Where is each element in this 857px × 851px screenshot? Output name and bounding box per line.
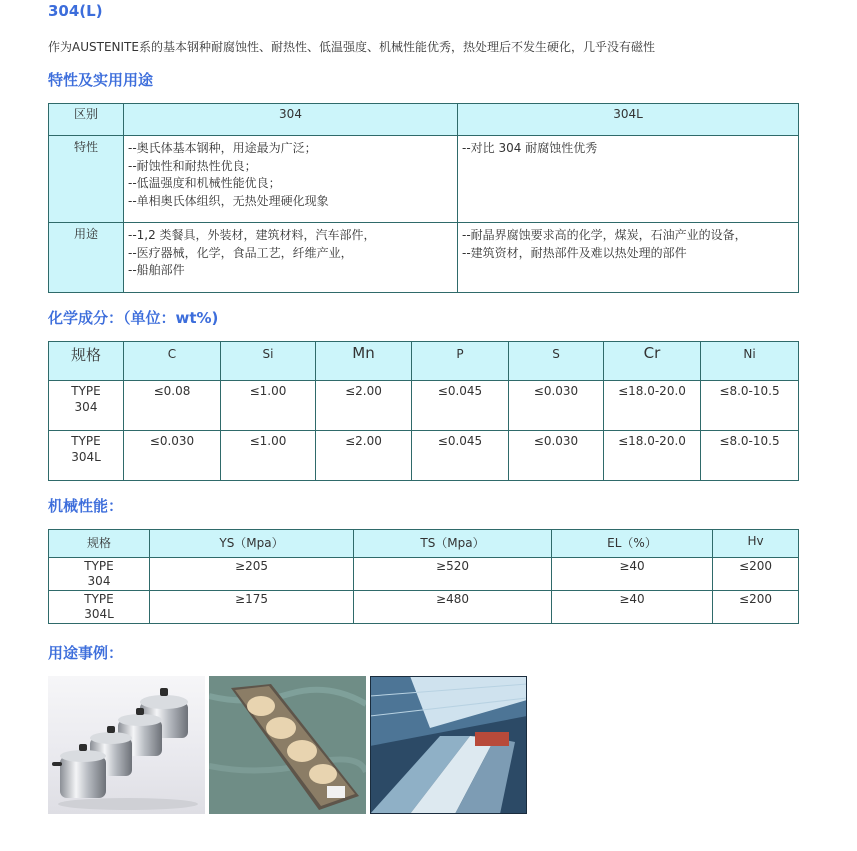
list-item: --船舶部件 xyxy=(128,263,185,277)
section-title-chemical: 化学成分：（单位：wt%) xyxy=(48,309,219,327)
page-title: 304(L) xyxy=(48,2,103,20)
header-cell: 304L xyxy=(458,104,799,136)
table-cell: ≤1.00 xyxy=(221,381,316,431)
table-cell: ≤0.030 xyxy=(124,431,221,481)
table-cell: ≤18.0-20.0 xyxy=(604,431,701,481)
table-row xyxy=(49,591,799,624)
properties-table xyxy=(48,103,799,293)
header-cell: Si xyxy=(221,342,316,381)
table-cell: ≥205 xyxy=(150,558,354,591)
table-cell: ≤2.00 xyxy=(316,381,412,431)
header-cell: Cr xyxy=(604,342,701,381)
header-cell: Ni xyxy=(701,342,799,381)
table-cell: ≥520 xyxy=(354,558,552,591)
type-cell: TYPE 304L xyxy=(49,431,124,481)
header-cell: Mn xyxy=(316,342,412,381)
list-item: --医疗器械，化学，食品工艺，纤维产业， xyxy=(128,245,353,260)
table-cell xyxy=(124,136,458,223)
row-label: 特性 xyxy=(49,136,124,223)
list-item: --耐晶界腐蚀要求高的化学，煤炭，石油产业的设备， xyxy=(462,228,747,242)
header-cell: 规格 xyxy=(49,342,124,381)
lng-ship-photo xyxy=(209,676,366,814)
intro-text: 作为AUSTENITE系的基本钢种耐腐蚀性、耐热性、低温强度、机械性能优秀，热处理后不发生硬化，几乎没有磁性 xyxy=(48,40,655,54)
table-cell: ≤200 xyxy=(713,558,799,591)
table-row xyxy=(49,104,799,136)
section-title-examples: 用途事例： xyxy=(48,644,124,662)
mechanical-table xyxy=(48,529,799,624)
table-row xyxy=(49,530,799,558)
header-cell: YS（Mpa） xyxy=(150,530,354,558)
header-cell: Hv xyxy=(713,530,799,558)
table-row xyxy=(49,381,799,431)
table-row xyxy=(49,342,799,381)
header-cell: 规格 xyxy=(49,530,150,558)
header-cell: 304 xyxy=(124,104,458,136)
header-cell: S xyxy=(509,342,604,381)
type-cell: TYPE 304 xyxy=(49,381,124,431)
table-cell: ≥480 xyxy=(354,591,552,624)
table-cell: ≤0.045 xyxy=(412,381,509,431)
row-label: 用途 xyxy=(49,223,124,293)
header-cell: C xyxy=(124,342,221,381)
table-row xyxy=(49,223,799,293)
table-cell: ≤0.030 xyxy=(509,381,604,431)
table-row xyxy=(49,136,799,223)
list-item: --低温强度和机械性能优良； xyxy=(128,176,281,190)
table-cell: ≥40 xyxy=(552,591,713,624)
table-cell: ≤200 xyxy=(713,591,799,624)
list-item: --对比 304 耐腐蚀性优秀 xyxy=(462,141,598,155)
table-cell xyxy=(458,223,799,293)
table-cell xyxy=(124,223,458,293)
table-row xyxy=(49,431,799,481)
list-item: --1,2 类餐具，外装材，建筑材料，汽车部件， xyxy=(128,228,376,242)
table-cell: ≤0.08 xyxy=(124,381,221,431)
type-cell: TYPE 304 xyxy=(49,558,150,591)
header-cell: 区别 xyxy=(49,104,124,136)
table-cell: ≤18.0-20.0 xyxy=(604,381,701,431)
escalator-photo xyxy=(370,676,527,814)
table-cell: ≤8.0-10.5 xyxy=(701,431,799,481)
table-cell: ≤2.00 xyxy=(316,431,412,481)
header-cell: EL（%） xyxy=(552,530,713,558)
list-item: --奥氏体基本钢种，用途最为广泛； xyxy=(128,141,317,155)
list-item: --耐蚀性和耐热性优良； xyxy=(128,158,257,173)
table-cell: ≥175 xyxy=(150,591,354,624)
table-cell: ≤1.00 xyxy=(221,431,316,481)
cookware-photo xyxy=(48,676,205,814)
table-cell: ≤8.0-10.5 xyxy=(701,381,799,431)
header-cell: P xyxy=(412,342,509,381)
table-cell: ≤0.030 xyxy=(509,431,604,481)
table-cell: ≤0.045 xyxy=(412,431,509,481)
section-title-mechanical: 机械性能： xyxy=(48,497,124,515)
table-cell: ≥40 xyxy=(552,558,713,591)
type-cell: TYPE 304L xyxy=(49,591,150,624)
list-item: --建筑资材，耐热部件及难以热处理的部件 xyxy=(462,245,687,260)
section-title-properties: 特性及实用用途 xyxy=(48,71,154,89)
table-row xyxy=(49,558,799,591)
header-cell: TS（Mpa） xyxy=(354,530,552,558)
list-item: --单相奥氏体组织，无热处理硬化现象 xyxy=(128,193,329,208)
chemical-table xyxy=(48,341,799,481)
table-cell xyxy=(458,136,799,223)
